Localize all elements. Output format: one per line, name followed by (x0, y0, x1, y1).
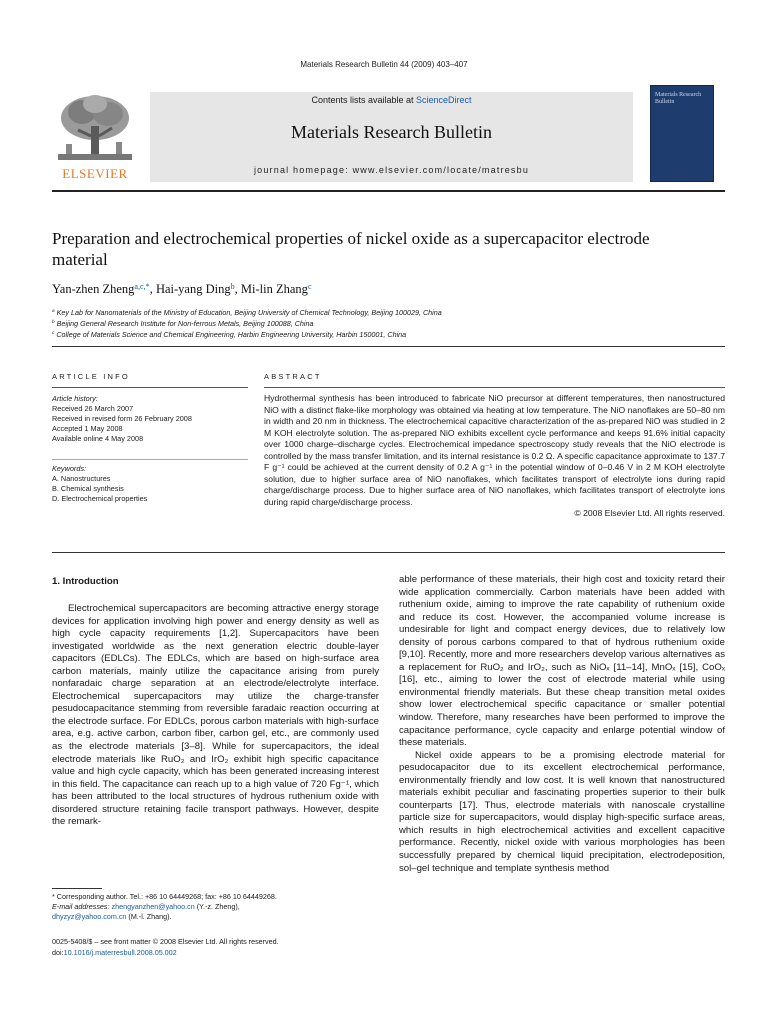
publisher-wordmark: ELSEVIER (62, 166, 128, 181)
email-owner: (Y.-z. Zheng), (196, 902, 240, 911)
author-name: Hai-yang Ding (155, 282, 231, 296)
body-column-right (399, 574, 725, 875)
footnote-rule (52, 888, 102, 889)
history-item: Received 26 March 2007 (52, 404, 134, 413)
keyword-item: B. Chemical synthesis (52, 484, 124, 493)
corresponding-line: * Corresponding author. Tel.: +86 10 64449268; fax: +86 10 64449268. (52, 892, 277, 901)
body-paragraph: Electrochemical supercapacitors are becoming attractive energy storage devices for application involving high power and energy density as well as high cycle capacity requirements [1,2]. Supercapacitors have been investigated worldwide as the next generation electric double-layer capacitors (EDLCs). The EDLCs, which are based on high-surface area carbon materials, mainly utilize the capacitance arising from purely nonfaradaic charge separation at an electrode/electrolyte interface. Electrochemical supercapacitors may utilize the charge-transfer pesudocapacitance stemming from reversible faradaic reaction occurring at the electrode surface. For EDLCs, porous carbon materials with high-surface area, e.g. active carbon, carbon fiber, carbon gel, etc., are commonly used as the electrode materials [3–8]. While for supercapacitors, the ideal electrode materials like RuO₂ and IrO₂ exhibit high specific capacitance value and high cycle capacity, which has been generated increasing interest in this field. The capacitance can reach up to a high value of 720 Fg⁻¹, which has been attributed to the local structures of hydrous ruthenium oxide with disordered structure retaining facile transport pathways. However, despite the remark- (52, 603, 379, 828)
body-paragraph: Nickel oxide appears to be a promising electrode material for pesudocapacitor due to its excellent electrochemical performance, environmentally friendly and low cost. It is well known that nanostructured materials exhibit peculiar and fascinating properties superior to their bulk counterparts [17]. Thus, electrode materials with nanoscale crystalline particle size for supercapacitors, would display high-specific surface areas, which results in high electrochemical activities and excellent capacitive performance. Recently, nickel oxide with various morphologies has been successfully prepared by chemical liquid precipitation, electrodeposition, sol–gel technique and template synthesis method (399, 749, 725, 874)
email-line (52, 912, 372, 922)
history-item: Received in revised form 26 February 2008 (52, 414, 192, 423)
affiliation-item: $^c$ College of Materials Science and Chemical Engineering, Harbin Engineering University, Harbin 150001, China (52, 330, 407, 339)
keywords-label: Keywords: (52, 464, 87, 473)
affiliations (52, 307, 702, 340)
contents-line (150, 95, 633, 105)
contents-prefix: Contents lists available at (311, 95, 417, 105)
header-rule (52, 190, 725, 192)
section-rule (52, 346, 725, 347)
body-paragraph: able performance of these materials, their high cost and toxicity retard their wide application commercially. Carbon materials have been added with ruthenium oxide, aiming to improve the rate capability of ruthenium oxide and reduce its cost. However, the accompanied volume increase is undesirable for light and compact energy devices, due to relatively low density of porous carbons compared to that of hydrous ruthenium oxide [9,10]. Recently, more and more researchers develop various alternatives as a replacement for RuO₂ and IrO₂, such as NiOₓ [11–14], MnOₓ [15], CoOₓ [16], etc., aiming to lower the cost of electrode material while using environmental friendly materials. But these cheap transition metal oxides show lower electrochemical specific capacitance or smaller potential window. Therefore, many researches have been performed to improve the capacitance performance, cycle capacity and enlarge potential window of these materials. (399, 574, 725, 749)
body-rule (52, 552, 725, 553)
doi-line: doi:10.1016/j.materresbull.2008.05.002 (52, 948, 177, 957)
journal-citation: Materials Research Bulletin 44 (2009) 403–407 (300, 60, 468, 69)
history-label: Article history: (52, 394, 98, 403)
cover-title: Materials Research Bulletin (655, 92, 702, 105)
author-name: Yan-zhen Zheng (52, 282, 135, 296)
keyword-item: A. Nanostructures (52, 474, 111, 483)
front-matter-info (52, 936, 372, 958)
keywords-block (52, 464, 252, 504)
email-link[interactable]: dhyzyz@yahoo.com.cn (52, 912, 127, 921)
email-owner: (M.-l. Zhang). (128, 912, 172, 921)
affiliation-item: $^b$ Beijing General Research Institute for Non-ferrous Metals, Beijing 100088, China (52, 319, 314, 328)
abstract-body (264, 393, 725, 520)
author-name: Mi-lin Zhang (240, 282, 308, 296)
author-separator: , (234, 282, 241, 296)
affiliation-item: $^a$ Key Lab for Nanomaterials of the Ministry of Education, Beijing University of Chemical Technology, Beijing 100029, China (52, 308, 442, 317)
article-info-rule (52, 387, 248, 388)
article-title: Preparation and electrochemical properties of nickel oxide as a supercapacitor electrode material (52, 229, 650, 269)
section-heading: 1. Introduction (52, 576, 119, 587)
body-column-left (52, 603, 379, 829)
author-affil-marker[interactable]: c (307, 281, 312, 291)
doi-link[interactable]: 10.1016/j.materresbull.2008.05.002 (63, 948, 177, 957)
abstract-heading: ABSTRACT (264, 372, 322, 381)
corresponding-author-note (52, 892, 372, 922)
abstract-copyright: © 2008 Elsevier Ltd. All rights reserved. (574, 508, 725, 518)
article-info-heading: ARTICLE INFO (52, 372, 130, 381)
keyword-item: D. Electrochemical properties (52, 494, 148, 503)
author-affil-marker[interactable]: b (230, 281, 235, 291)
journal-title: Materials Research Bulletin (291, 122, 492, 142)
author-separator: , (149, 282, 156, 296)
sciencedirect-link[interactable]: ScienceDirect (416, 95, 472, 105)
journal-homepage[interactable]: journal homepage: www.elsevier.com/locate/matresbu (253, 165, 530, 175)
article-history (52, 394, 252, 444)
history-item: Available online 4 May 2008 (52, 434, 144, 443)
author-affil-marker[interactable]: a,c,* (134, 281, 150, 291)
author-list (52, 282, 702, 297)
history-item: Accepted 1 May 2008 (52, 424, 123, 433)
abstract-rule (264, 387, 725, 388)
journal-cover-image (650, 85, 714, 182)
abstract-text: Hydrothermal synthesis has been introduced to fabricate NiO precursor at different temperatures, then nanostructured NiO with a distinct flake-like morphology was obtained via heating at low temperature. The NiO nanoflakes are 50–80 nm in width and 20 nm in thickness. The electrochemical capacitive characterization of the as-prepared NiO was studied in 2 M KOH electrolyte solution. The as-prepared NiO exhibits excellent cycle performance and keeps 91.6% initial capacity over 1000 charge–discharge cycles. Electrochemical impedance spectroscopy study reveals that the NiO electrode is controlled by the mass transfer limitation, and its internal resistance is 0.2 Ω. A specific capacitance approximate to 137.7 F g⁻¹ could be achieved at the current density of 0.2 A g⁻¹ in the potential window of 0–0.46 V in 2 M KOH electrolyte solution, due to higher surface area of NiO nanoflakes, which facilitates transport of electrolyte ions during rapid charge/discharge process. Due to higher surface area of NiO nanoflakes, which facilitates transport of electrolyte ions during rapid charge/discharge process. (264, 393, 725, 507)
email-line (52, 902, 372, 912)
email-label: E-mail addresses: (52, 902, 110, 911)
issn-line: 0025-5408/$ – see front matter © 2008 Elsevier Ltd. All rights reserved. (52, 937, 279, 946)
email-link[interactable]: zhengyanzhen@yahoo.cn (111, 902, 195, 911)
keywords-rule (52, 459, 248, 460)
